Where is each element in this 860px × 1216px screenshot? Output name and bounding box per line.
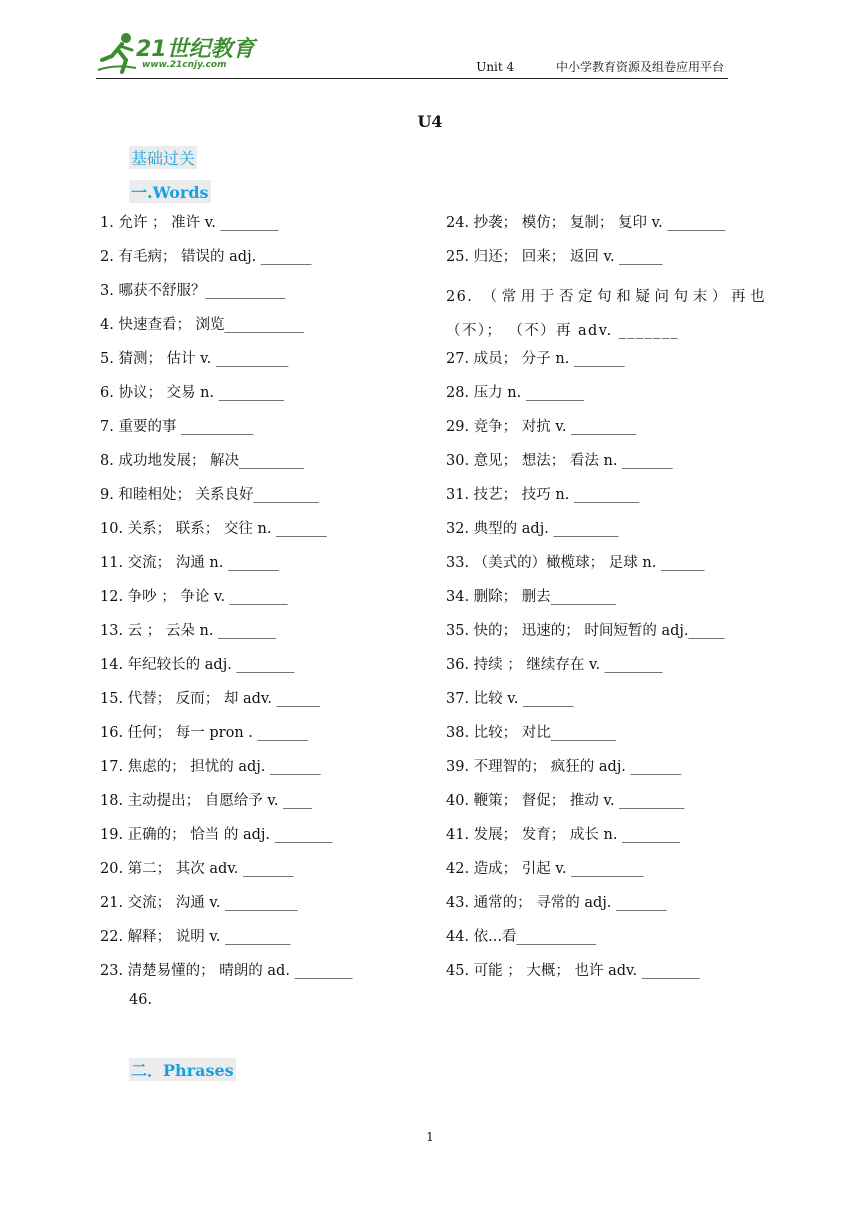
word-item: 40. 鞭策； 督促； 推动 v. _________ — [446, 793, 685, 809]
word-item: 21. 交流； 沟通 v. __________ — [100, 895, 298, 911]
word-item: 3. 哪获不舒服？___________ — [100, 283, 286, 299]
word-item: 12. 争吵 ； 争论 v. ________ — [100, 589, 288, 605]
word-item: 37. 比较 v. _______ — [446, 691, 574, 707]
word-item: 6. 协议； 交易 n. _________ — [100, 385, 284, 401]
logo-url-text: www.21cnjy.com — [142, 60, 227, 70]
word-item: 10. 关系； 联系； 交往 n. _______ — [100, 521, 327, 537]
word-item: 13. 云 ； 云朵 n. ________ — [100, 623, 277, 639]
word-item: 34. 删除； 删去_________ — [446, 589, 617, 605]
word-item: 26. （常用于否定句和疑问句末）再也（不）； （不）再 adv. _______ — [446, 289, 766, 339]
word-item: 1. 允许 ； 准许 v. ________ — [100, 215, 279, 231]
word-item: 38. 比较； 对比_________ — [446, 725, 617, 741]
word-item: 20. 第二； 其次 adv. _______ — [100, 861, 294, 877]
runner-logo-icon — [96, 30, 140, 76]
word-item: 35. 快的； 迅速的； 时间短暂的 adj._____ — [446, 623, 725, 639]
word-item: 16. 任何； 每一 pron . _______ — [100, 725, 309, 741]
word-item: 24. 抄袭； 模仿； 复制； 复印 v. ________ — [446, 215, 726, 231]
section-words-heading: 一.Words — [129, 180, 211, 203]
word-item: 25. 归还； 回来； 返回 v. ______ — [446, 249, 663, 265]
word-item: 36. 持续 ； 继续存在 v. ________ — [446, 657, 663, 673]
word-item: 9. 和睦相处； 关系良好_________ — [100, 487, 319, 503]
word-item: 4. 快速查看； 浏览___________ — [100, 317, 305, 333]
header-unit: Unit 4 — [476, 60, 515, 74]
word-item: 2. 有毛病； 错误的 adj. _______ — [100, 249, 312, 265]
word-item: 43. 通常的； 寻常的 adj. _______ — [446, 895, 667, 911]
word-item: 27. 成员； 分子 n. _______ — [446, 351, 625, 367]
page-header — [96, 28, 728, 79]
word-item: 19. 正确的； 恰当 的 adj. ________ — [100, 827, 333, 843]
page-title: U4 — [417, 112, 443, 131]
word-item: 39. 不理智的； 疯狂的 adj. _______ — [446, 759, 682, 775]
logo — [96, 30, 266, 76]
header-info — [476, 58, 724, 75]
word-item: 29. 竞争； 对抗 v. _________ — [446, 419, 637, 435]
word-item: 7. 重要的事 __________ — [100, 419, 254, 435]
word-item: 42. 造成； 引起 v. __________ — [446, 861, 644, 877]
word-item: 30. 意见； 想法； 看法 n. _______ — [446, 453, 673, 469]
word-item: 33. （美式的）橄榄球； 足球 n. ______ — [446, 555, 705, 571]
word-item: 14. 年纪较长的 adj. ________ — [100, 657, 295, 673]
logo-main-text: 21世纪教育 — [136, 37, 255, 62]
word-item: 5. 猜测； 估计 v. __________ — [100, 351, 289, 367]
word-item: 23. 清楚易懂的； 晴朗的 ad. ________ — [100, 963, 353, 979]
page-number: 1 — [426, 1130, 434, 1144]
word-item: 17. 焦虑的； 担忧的 adj. _______ — [100, 759, 321, 775]
word-item: 28. 压力 n. ________ — [446, 385, 584, 401]
word-item: 15. 代替； 反而； 却 adv. ______ — [100, 691, 321, 707]
word-item-46: 46. — [129, 992, 153, 1008]
word-item: 31. 技艺； 技巧 n. _________ — [446, 487, 640, 503]
header-platform: 中小学教育资源及组卷应用平台 — [555, 60, 724, 74]
section-phrases-heading: 二．Phrases — [129, 1058, 236, 1081]
section-basics-heading: 基础过关 — [129, 146, 197, 169]
word-item: 41. 发展； 发育； 成长 n. ________ — [446, 827, 681, 843]
words-left-column — [100, 212, 440, 994]
words-right-column — [446, 212, 766, 994]
word-item: 32. 典型的 adj. _________ — [446, 521, 619, 537]
word-item: 22. 解释； 说明 v. _________ — [100, 929, 291, 945]
word-item: 18. 主动提出； 自愿给予 v. ____ — [100, 793, 313, 809]
word-item: 44. 依...看___________ — [446, 929, 597, 945]
word-item: 11. 交流； 沟通 n. _______ — [100, 555, 279, 571]
word-item: 45. 可能 ； 大概； 也许 adv. ________ — [446, 963, 700, 979]
word-item: 8. 成功地发展； 解决_________ — [100, 453, 305, 469]
